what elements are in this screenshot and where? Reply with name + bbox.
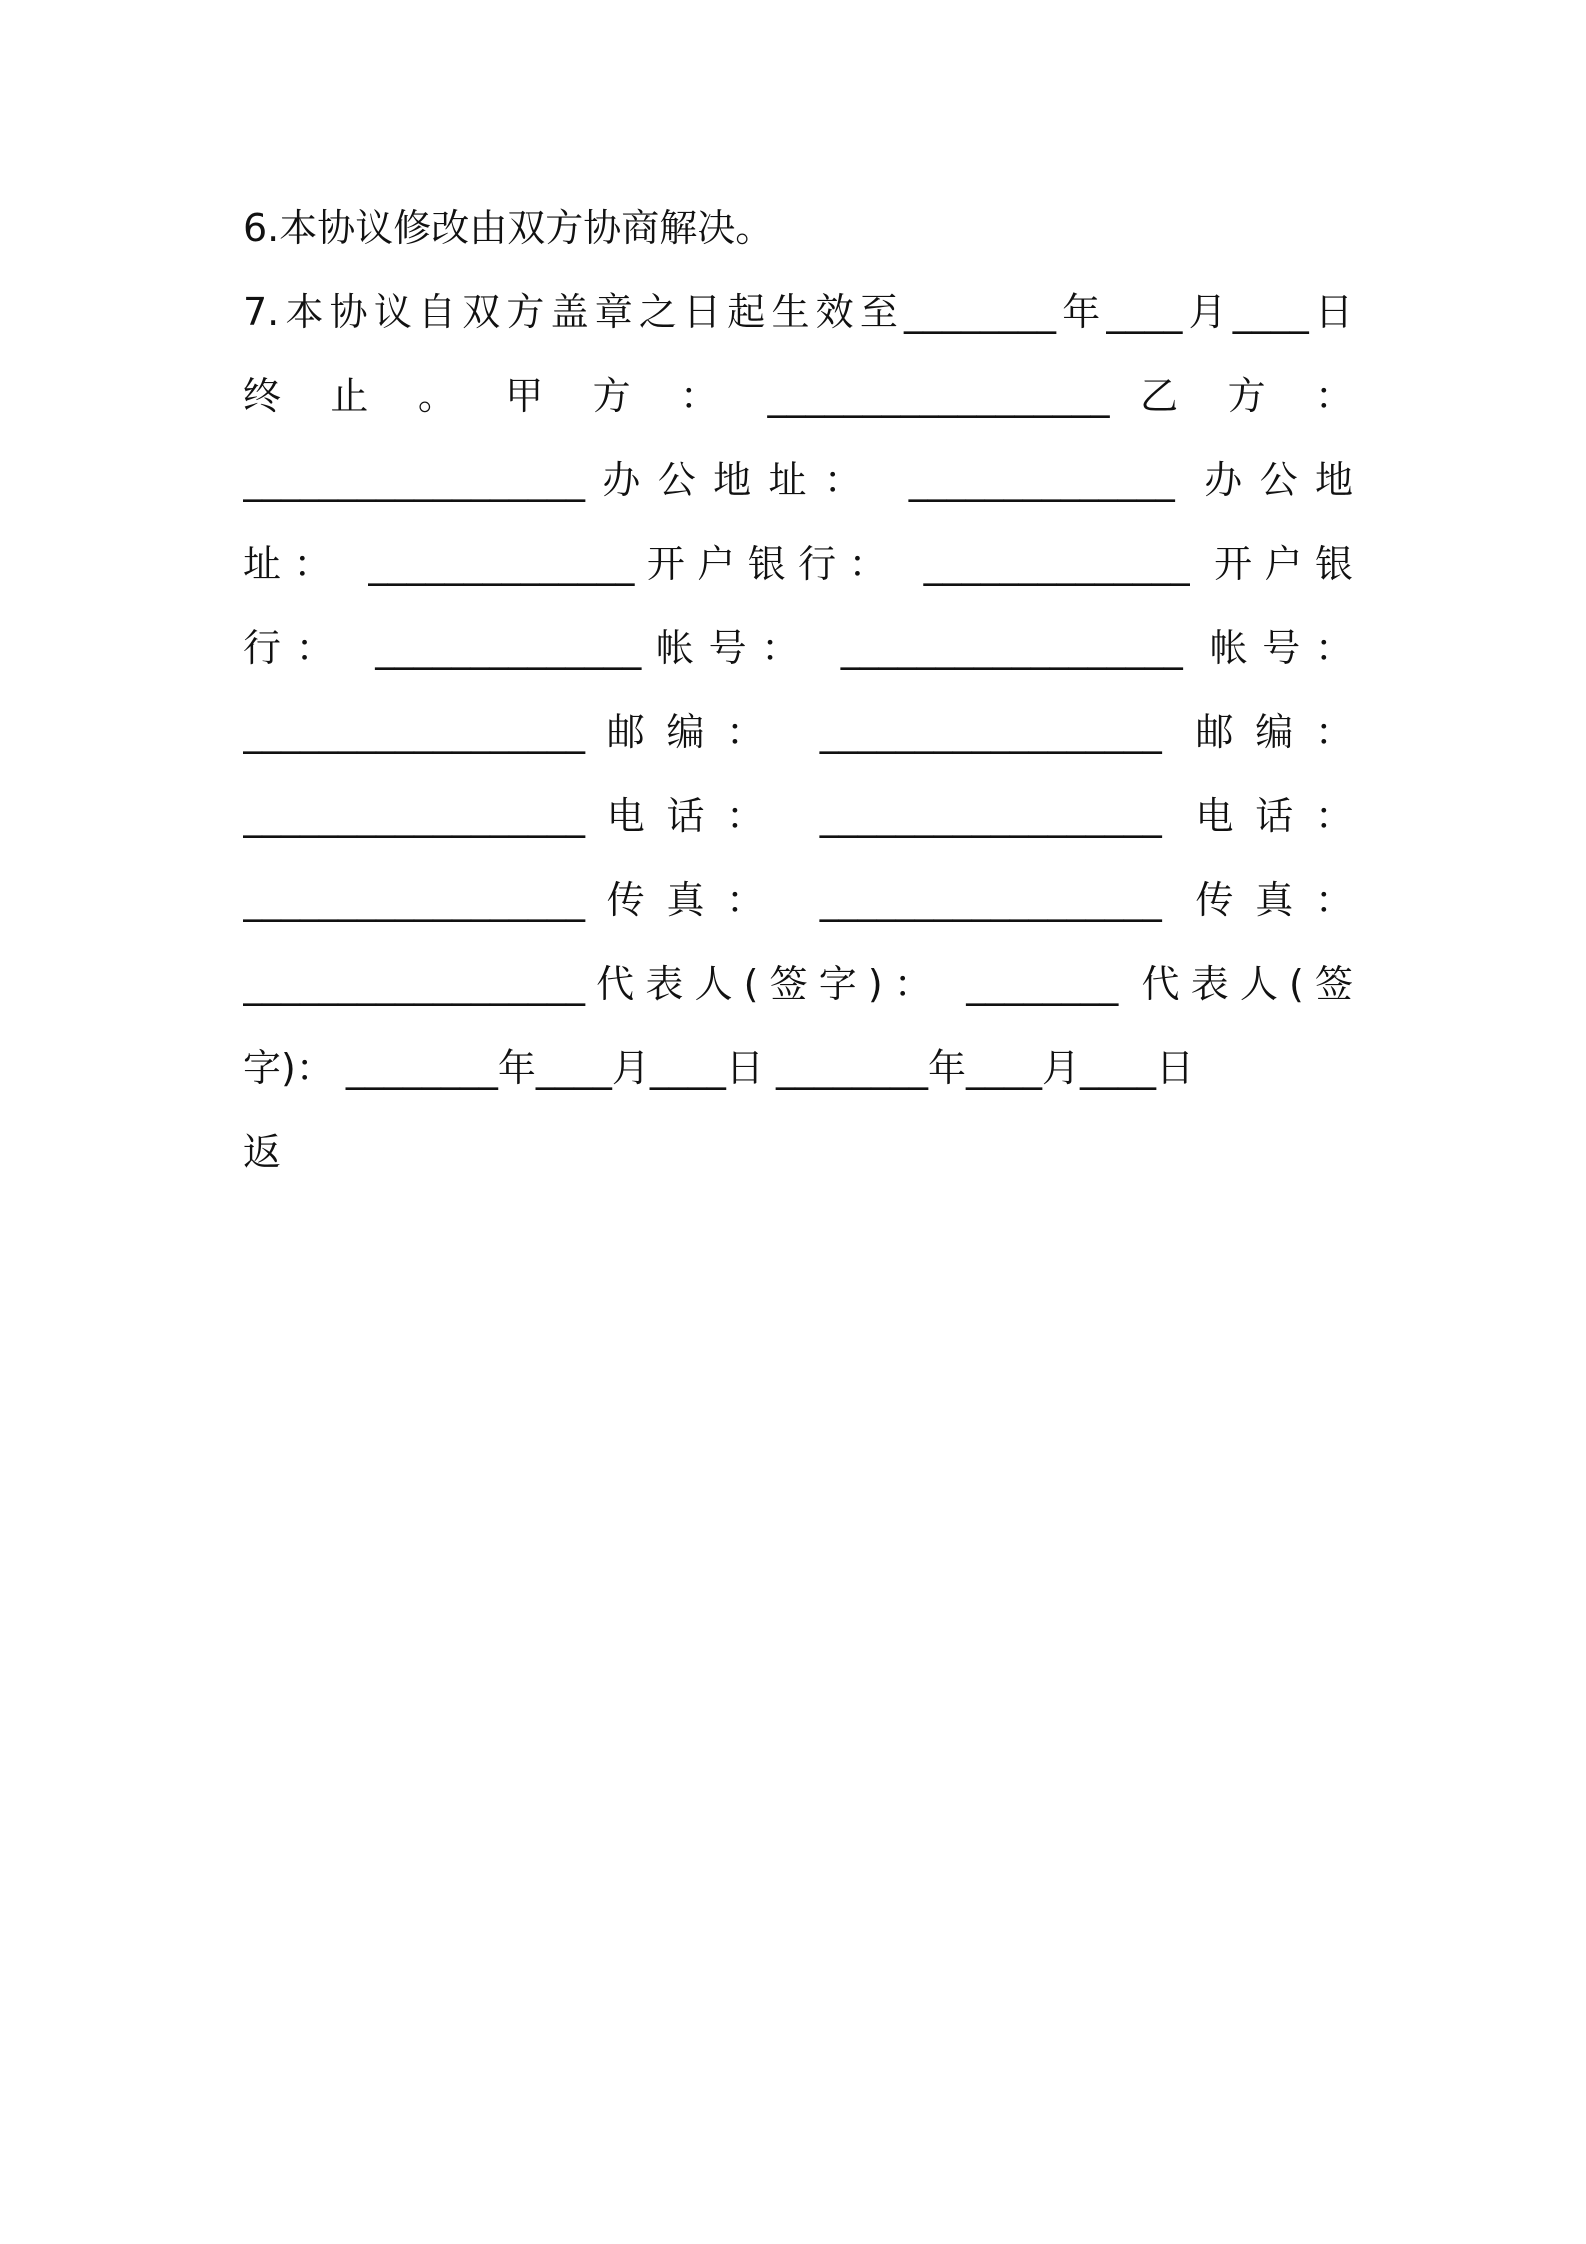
signature-line-party-labels: 终 止 。 甲 方 ： __________________ 乙 方 ： <box>243 374 1353 418</box>
signature-line-address: __________________办公地址： ______________ 办公地 <box>243 458 1353 502</box>
clause-6: 6.本协议修改由双方协商解决。 <box>243 206 774 250</box>
signature-line-postcode: __________________邮编： __________________ 邮编： <box>243 710 1353 754</box>
signature-line-fax: __________________传真： __________________ 传真： <box>243 878 1353 922</box>
clause-7-line-1: 7.本协议自双方盖章之日起生效至________年____月____日 <box>243 290 1353 334</box>
signature-line-representative: __________________代表人(签字)： ________ 代表人(签 <box>243 962 1353 1006</box>
signature-line-phone: __________________电话： __________________ 电话： <box>243 794 1353 838</box>
return-text: 返 <box>243 1130 282 1174</box>
signature-line-account: 行： ______________帐号： __________________ 帐号： <box>243 626 1353 670</box>
signature-line-bank: 址： ______________开户银行： ______________ 开户银 <box>243 542 1353 586</box>
signature-line-date: 字)： ________年____月____日 ________年____月____日 <box>243 1046 1194 1090</box>
